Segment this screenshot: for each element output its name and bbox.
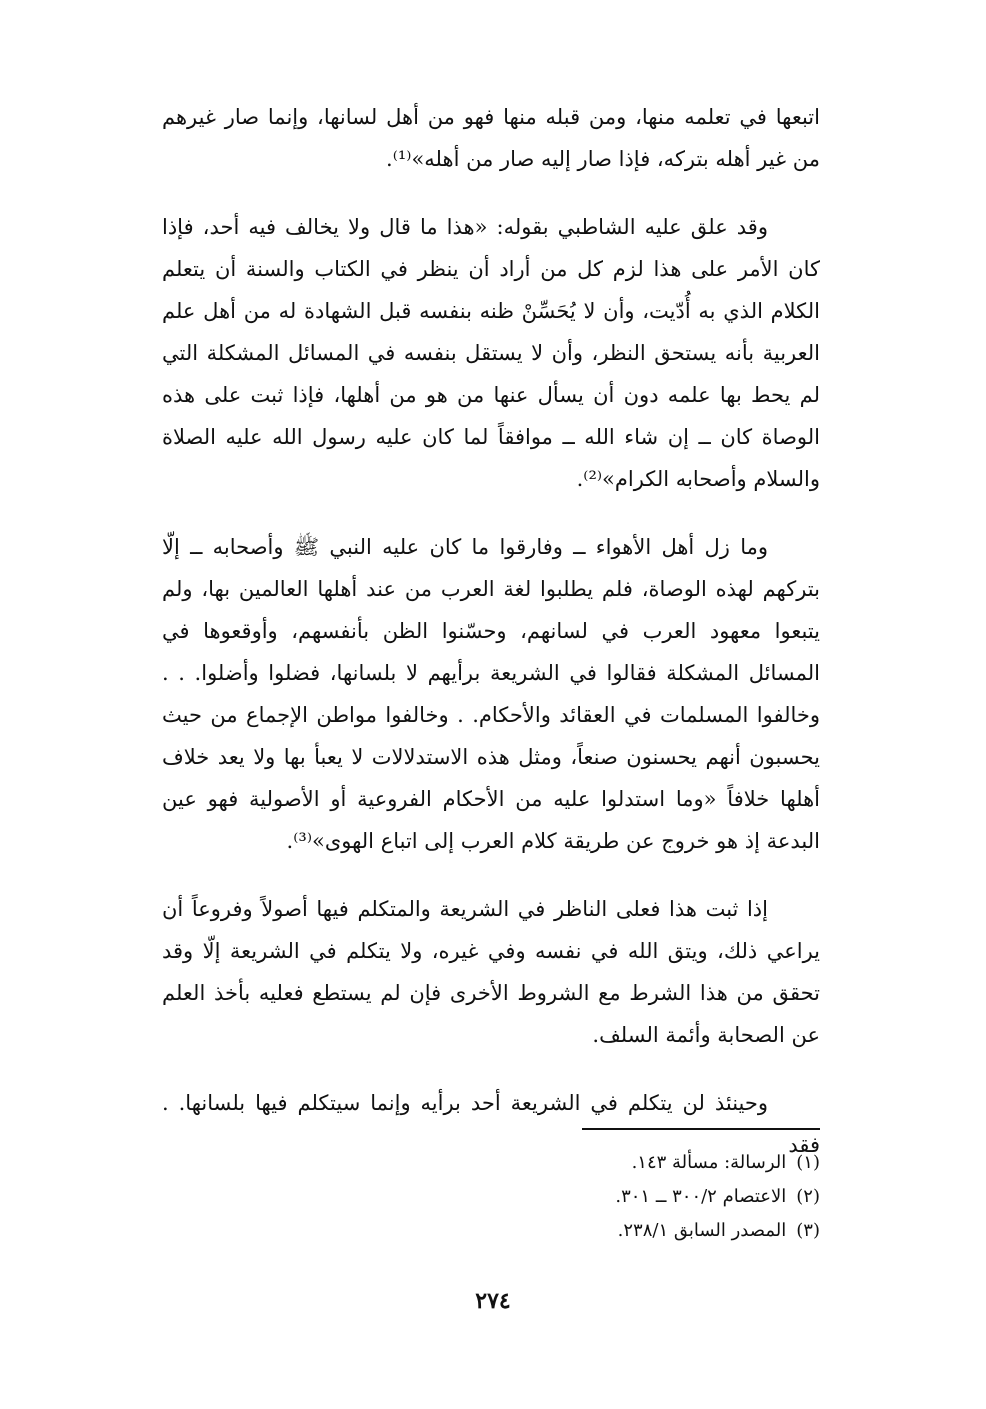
paragraph-text: وقد علق عليه الشاطبي بقوله: «هذا ما قال ولا يخالف فيه أحد، فإذا كان الأمر على هذا لزم كل من أراد أن ينظر في الكتاب والسنة أن يتعلم الكلام الذي به أُدّيت، وأن لا يُحَسِّنْ ظنه بنفسه قبل الشهادة له من أهل علم العربية بأنه يستحق النظر، وأن لا يستقل بنفسه في المسائل المشكلة التي لم يحط بها علمه دون أن يسأل عنها من هو من أهلها، فإذا ثبت على هذه الوصاة كان ــ إن شاء الله ــ موافقاً لما كان عليه رسول الله عليه الصلاة والسلام وأصحابه الكرام»⁽²⁾. — [162, 215, 820, 491]
paragraph-text: وما زل أهل الأهواء ــ وفارقوا ما كان عليه النبي ﷺ وأصحابه ــ إلّا بتركهم لهذه الوصاة، فلم يطلبوا لغة العرب من عند أهلها العالمين بها، ولم يتبعوا معهود العرب في لسانهم، وحسّنوا الظن بأنفسهم، وأوقعوها في المسائل المشكلة فقالوا في الشريعة برأيهم لا بلسانها، فضلوا وأضلوا. . . وخالفوا المسلمات في العقائد والأحكام. . وخالفوا مواطن الإجماع من حيث يحسبون أنهم يحسنون صنعاً، ومثل هذه الاستدلالات لا يعبأ بها ولا يعد خلاف أهلها خلافاً «وما استدلوا عليه من الأحكام الفروعية أو الأصولية فهو عين البدعة إذ هو خروج عن طريقة كلام العرب إلى اتباع الهوى»⁽³⁾. — [162, 535, 820, 853]
paragraph — [162, 888, 820, 1056]
footnote-number: (٢) — [796, 1186, 820, 1207]
footnote-number: (٣) — [796, 1220, 820, 1241]
paragraph-text: اتبعها في تعلمه منها، ومن قبله منها فهو من أهل لسانها، وإنما صار غيرهم من غير أهله بتركه، فإذا صار إليه صار من أهله»⁽¹⁾. — [162, 105, 820, 171]
footnote-item — [162, 1214, 820, 1248]
footnote-item — [162, 1180, 820, 1214]
paragraph-text: وحينئذ لن يتكلم في الشريعة أحد برأيه وإنما سيتكلم فيها بلسانها. . فقد — [162, 1091, 820, 1157]
footnotes-list — [162, 1146, 820, 1248]
main-text — [162, 96, 820, 1166]
footnote-text: الرسالة: مسألة ١٤٣. — [631, 1152, 787, 1173]
footnote-number: (١) — [796, 1152, 820, 1173]
footnote-text: المصدر السابق ٢٣٨/١. — [617, 1220, 787, 1241]
footnote-item — [162, 1146, 820, 1180]
paragraph — [162, 96, 820, 180]
paragraph — [162, 526, 820, 862]
paragraph — [162, 206, 820, 500]
page-number: ٢٧٤ — [475, 1288, 511, 1314]
footnote-separator — [582, 1128, 820, 1130]
footnote-text: الاعتصام ٣٠٠/٢ ــ ٣٠١. — [615, 1186, 787, 1207]
paragraph-text: إذا ثبت هذا فعلى الناظر في الشريعة والمتكلم فيها أصولاً وفروعاً أن يراعي ذلك، ويتق الله في نفسه وفي غيره، ولا يتكلم في الشريعة إلّا وقد تحقق من هذا الشرط مع الشروط الأخرى فإن لم يستطع فعليه بأخذ العلم عن الصحابة وأئمة السلف. — [162, 897, 820, 1047]
